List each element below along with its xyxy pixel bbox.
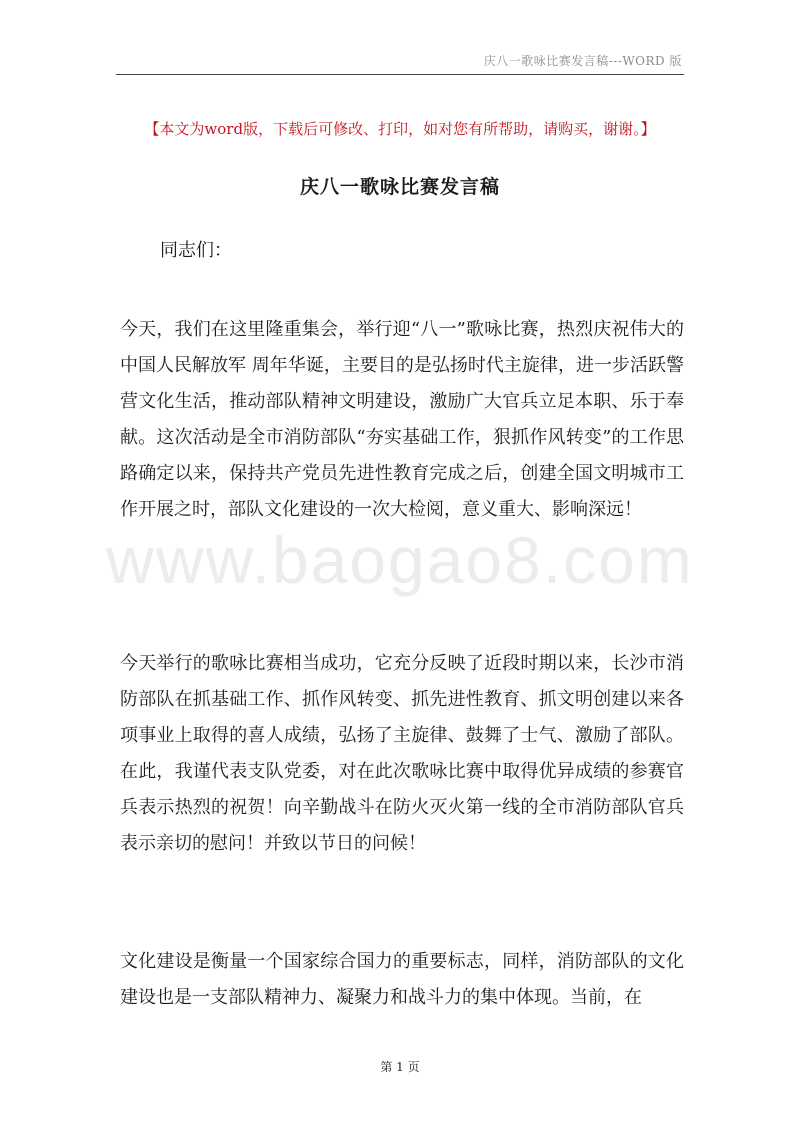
body-paragraph-3: 文化建设是衡量一个国家综合国力的重要标志，同样，消防部队的文化建设也是一支部队精神力、凝聚力和战斗力的集中体现。当前，在: [120, 951, 684, 1008]
body-paragraph-1: 今天，我们在这里隆重集会，举行迎“八一”歌咏比赛，热烈庆祝伟大的中国人民解放军 周年华诞，主要目的是弘扬时代主旋律，进一步活跃警营文化生活，推动部队精神文明建设，激励广大官兵立足本职、乐于奉献。这次活动是全市消防部队“夯实基础工作，狠抓作风转变”的工作思路确定以来，保持共产党员先进性教育完成之后，创建全国文明城市工作开展之时，部队文化建设的一次大检阅，意义重大、影响深远！: [120, 319, 684, 520]
header-divider: [116, 74, 684, 75]
document-title: 庆八一歌咏比赛发言稿: [299, 176, 500, 198]
salutation: 同志们：: [160, 240, 232, 261]
page-number: 第 1 页: [380, 1060, 420, 1074]
body-paragraph-2: 今天举行的歌咏比赛相当成功，它充分反映了近段时期以来，长沙市消防部队在抓基础工作、抓作风转变、抓先进性教育、抓文明创建以来各项事业上取得的喜人成绩，弘扬了主旋律、鼓舞了士气、激励了部队。在此，我谨代表支队党委，对在此次歌咏比赛中取得优异成绩的参赛官兵表示热烈的祝贺！向辛勤战斗在防火灭火第一线的全市消防部队官兵表示亲切的慰问！并致以节日的问候！: [120, 653, 684, 854]
download-notice: 【本文为word版，下载后可修改、打印，如对您有所帮助，请购买，谢谢。】: [144, 120, 656, 138]
running-header: 庆八一歌咏比赛发言稿---WORD 版: [483, 54, 682, 68]
watermark: www.baogao8.com: [106, 523, 694, 597]
